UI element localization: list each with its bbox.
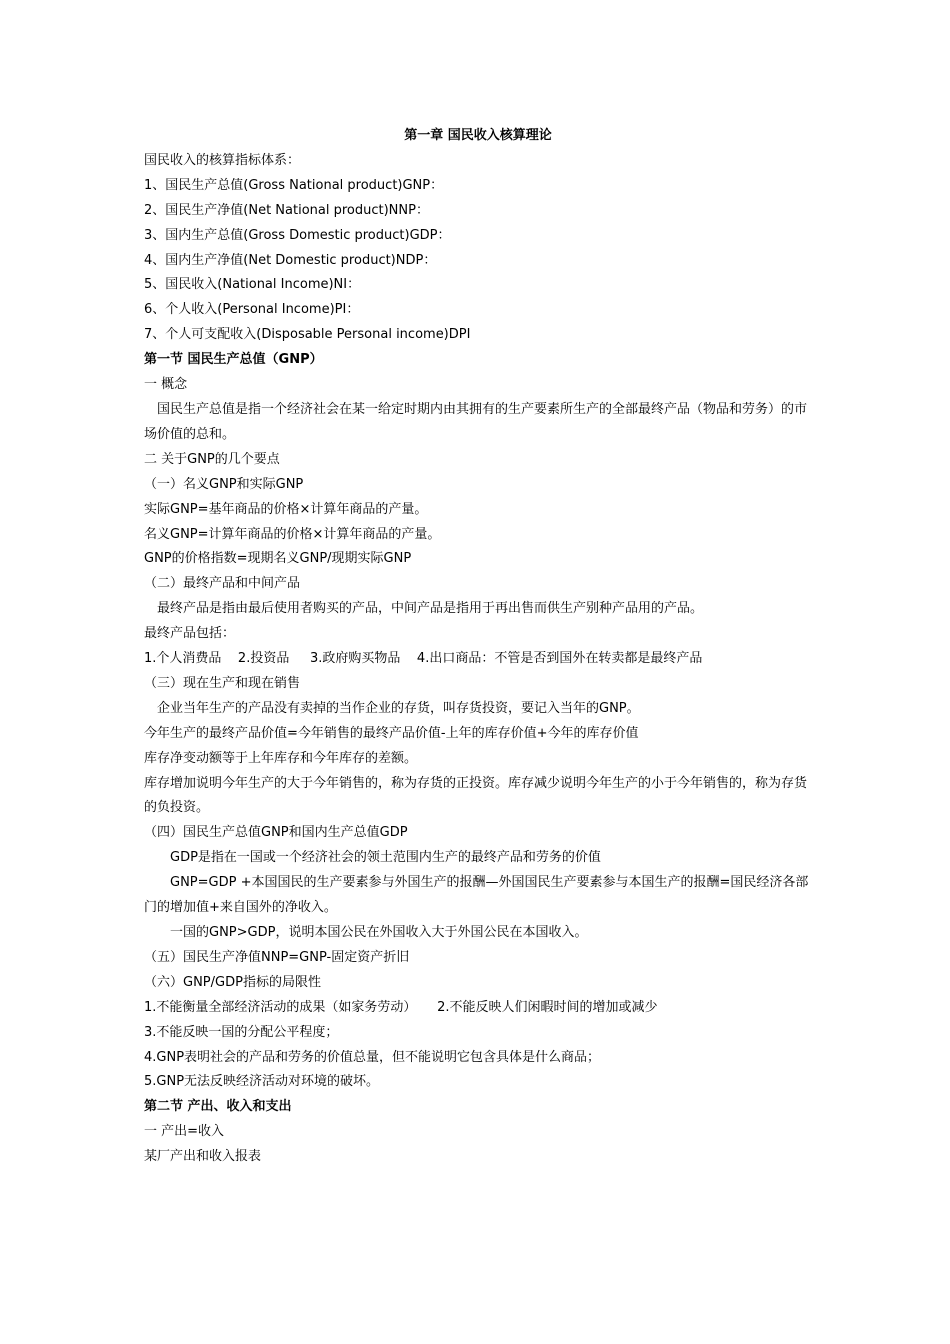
paragraph: 今年生产的最终产品价值=今年销售的最终产品价值-上年的库存价值+今年的库存价值: [144, 725, 639, 741]
section-heading: 第一节 国民生产总值（GNP）: [144, 352, 323, 368]
indicator-item: 5、国民收入(National Income)NI：: [144, 277, 361, 293]
document-body: [144, 124, 812, 1170]
paragraph: 4.GNP表明社会的产品和劳务的价值总量，但不能说明它包含具体是什么商品；: [144, 1049, 601, 1065]
point-heading: （三）现在生产和现在销售: [144, 675, 301, 691]
paragraph: 1.个人消费品 2.投资品 3.政府购买物品 4.出口商品：不管是否到国外在转卖都是最终产品: [144, 651, 703, 667]
paragraph: 库存净变动额等于上年库存和今年库存的差额。: [144, 750, 418, 766]
chapter-title: 第一章 国民收入核算理论: [404, 128, 552, 143]
indicator-item: 6、个人收入(Personal Income)PI：: [144, 302, 360, 318]
paragraph: 5.GNP无法反映经济活动对环境的破坏。: [144, 1074, 380, 1090]
indicator-item: 3、国内生产总值(Gross Domestic product)GDP：: [144, 227, 451, 243]
paragraph: 最终产品是指由最后使用者购买的产品，中间产品是指用于再出售而供生产别种产品用的产品。: [157, 601, 704, 617]
paragraph: 最终产品包括：: [144, 626, 236, 642]
point-heading: （二）最终产品和中间产品: [144, 576, 301, 592]
paragraph: 一国的GNP>GDP，说明本国公民在外国收入大于外国公民在本国收入。: [170, 925, 588, 940]
subsection-heading: 一 概念: [144, 377, 188, 393]
paragraph: GNP=GDP +本国国民的生产要素参与外国生产的报酬—外国国民生产要素参与本国生产的报酬=国民经济各部门的增加值+来自国外的净收入。: [144, 875, 809, 916]
paragraph: GNP的价格指数=现期名义GNP/现期实际GNP: [144, 551, 412, 567]
section-heading: 第二节 产出、收入和支出: [144, 1099, 292, 1115]
indicator-item: 1、国民生产总值(Gross National product)GNP：: [144, 177, 444, 193]
indicator-item: 7、个人可支配收入(Disposable Personal income)DPI: [144, 327, 471, 343]
paragraph: 库存增加说明今年生产的大于今年销售的，称为存货的正投资。库存减少说明今年生产的小于今年销售的，称为存货的负投资。: [144, 775, 808, 816]
paragraph: 1.不能衡量全部经济活动的成果（如家务劳动） 2.不能反映人们闲暇时间的增加或减少: [144, 999, 658, 1015]
paragraph: 名义GNP=计算年商品的价格×计算年商品的产量。: [144, 526, 441, 542]
subsection-heading: 二 关于GNP的几个要点: [144, 451, 280, 467]
paragraph: 企业当年生产的产品没有卖掉的当作企业的存货，叫存货投资，要记入当年的GNP。: [157, 700, 640, 716]
indicator-item: 2、国民生产净值(Net National product)NNP：: [144, 202, 429, 218]
point-heading: （五）国民生产净值NNP=GNP-固定资产折旧: [144, 949, 410, 965]
subsection-heading: 一 产出=收入: [144, 1124, 225, 1140]
point-heading: （六）GNP/GDP指标的局限性: [144, 974, 321, 990]
paragraph: GDP是指在一国或一个经济社会的领土范围内生产的最终产品和劳务的价值: [170, 850, 601, 866]
intro-text: 国民收入的核算指标体系：: [144, 152, 301, 168]
indicator-item: 4、国内生产净值(Net Domestic product)NDP：: [144, 252, 437, 268]
point-heading: （四）国民生产总值GNP和国内生产总值GDP: [144, 825, 408, 841]
paragraph: 3.不能反映一国的分配公平程度；: [144, 1024, 339, 1040]
paragraph: 国民生产总值是指一个经济社会在某一给定时期内由其拥有的生产要素所生产的全部最终产品（物品和劳务）的市场价值的总和。: [144, 401, 808, 442]
table-caption: 某厂产出和收入报表: [144, 1149, 262, 1165]
paragraph: 实际GNP=基年商品的价格×计算年商品的产量。: [144, 501, 428, 517]
point-heading: （一）名义GNP和实际GNP: [144, 476, 304, 492]
